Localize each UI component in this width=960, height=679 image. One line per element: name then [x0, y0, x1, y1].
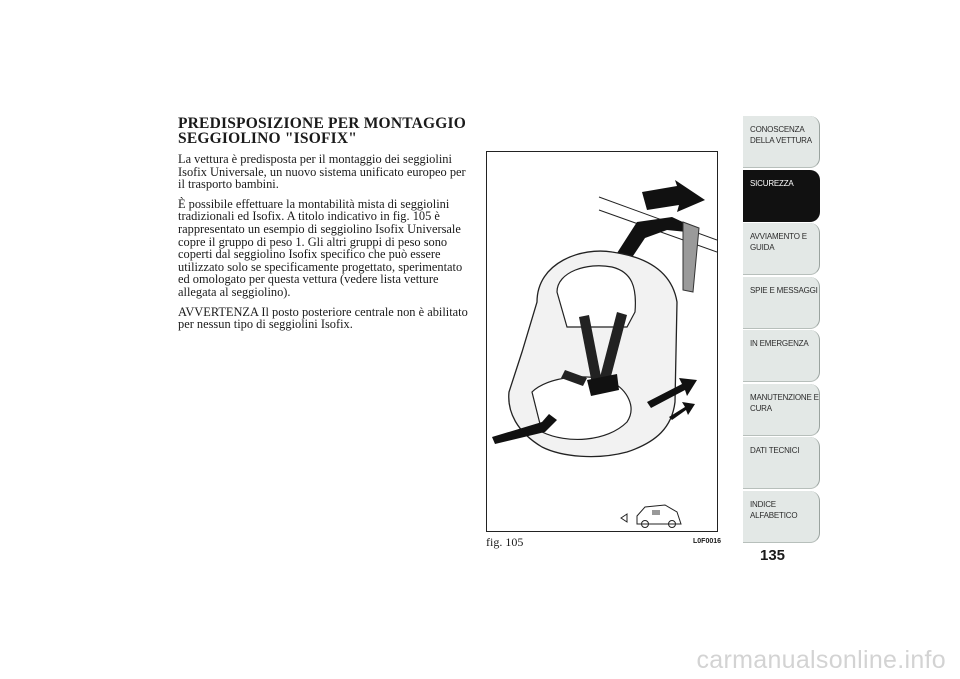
- figure-caption: fig. 105: [486, 535, 524, 549]
- tab-sicurezza[interactable]: SICUREZZA: [743, 170, 820, 222]
- figure-code: L0F0016: [693, 538, 722, 545]
- watermark[interactable]: carmanualsonline.info: [696, 646, 946, 674]
- figure-frame: [486, 151, 718, 532]
- tab-dati-tecnici[interactable]: DATI TECNICI: [743, 437, 820, 489]
- tab-in-emergenza[interactable]: IN EMERGENZA: [743, 330, 820, 382]
- paragraph-3: AVVERTENZA Il posto posteriore centrale non è abilitato per nessun tipo di seggiolini Isofix.: [178, 304, 468, 332]
- paragraph-2: È possibile effettuare la montabilità mista di seggiolini tradizionali ed Isofix. A titolo indicativo in fig. 105 è rappresentato un esempio di seggiolino Isofix Universale copre il gruppo di peso 1. Gli altri gruppi di peso sono coperti dal seggiolino Isofix specifico che può essere utilizzato solo se specificamente progettato, sperimentato ed omologato per questa vettura (vedere lista vetture allegata al seggiolino).: [178, 196, 463, 299]
- tab-spie-e-messaggi[interactable]: SPIE E MESSAGGI: [743, 277, 820, 329]
- tab-manutenzione-e-cura[interactable]: MANUTENZIONE E CURA: [743, 384, 820, 436]
- child-seat-illustration: [487, 152, 717, 531]
- tab-avviamento-e-guida[interactable]: AVVIAMENTO E GUIDA: [743, 223, 820, 275]
- body-text: [178, 153, 468, 338]
- paragraph-1: La vettura è predisposta per il montaggio dei seggiolini Isofix Universale, un nuovo sistema unificato europeo per il trasporto bambini.: [178, 152, 466, 192]
- tab-indice-alfabetico[interactable]: INDICE ALFABETICO: [743, 491, 820, 543]
- tab-conoscenza-della-vettura[interactable]: CONOSCENZA DELLA VETTURA: [743, 116, 820, 168]
- chapter-tabs: [743, 116, 820, 544]
- section-title: PREDISPOSIZIONE PER MONTAGGIO SEGGIOLINO "ISOFIX": [178, 115, 466, 147]
- page-number: 135: [760, 547, 786, 564]
